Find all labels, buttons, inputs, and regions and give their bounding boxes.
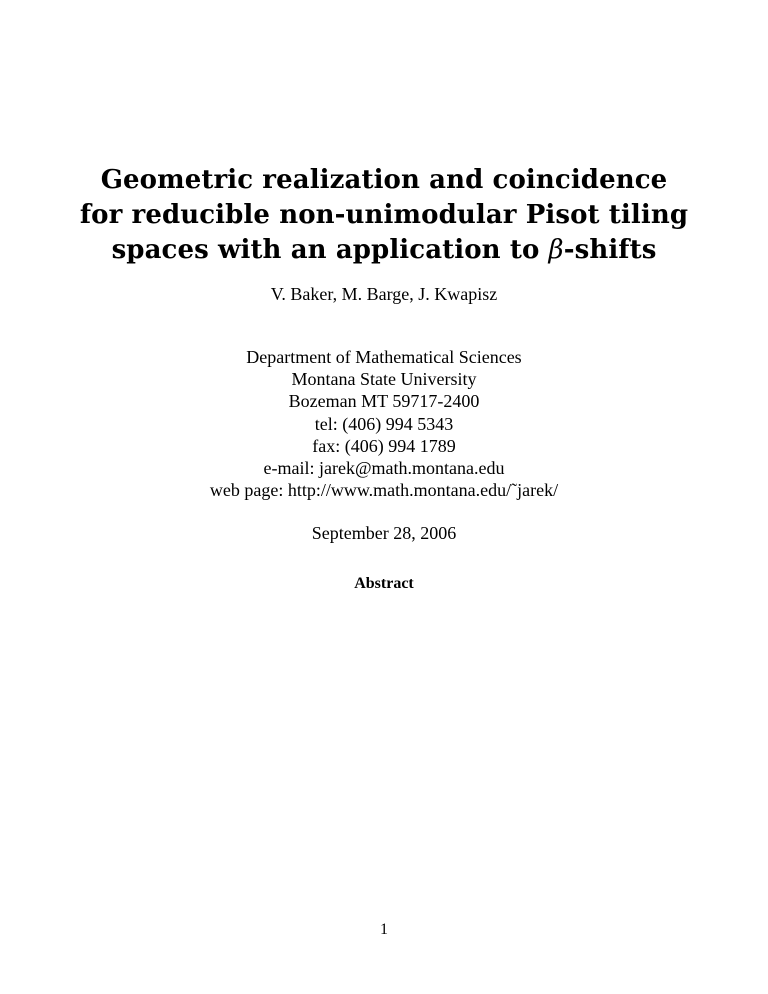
university: Montana State University bbox=[291, 369, 477, 390]
page-number: 1 bbox=[380, 921, 388, 938]
title-line-3-prefix: spaces with an application to bbox=[111, 235, 549, 265]
email: e-mail: jarek@math.montana.edu bbox=[263, 458, 505, 479]
author-list: V. Baker, M. Barge, J. Kwapisz bbox=[270, 284, 498, 304]
publication-date: September 28, 2006 bbox=[311, 523, 457, 543]
web-page: web page: http://www.math.montana.edu/˜jarek/ bbox=[209, 480, 559, 501]
postal-address: Bozeman MT 59717-2400 bbox=[288, 391, 480, 412]
affiliation-block bbox=[0, 346, 768, 501]
title-line-3 bbox=[0, 233, 768, 268]
fax: fax: (406) 994 1789 bbox=[312, 435, 456, 456]
title-line-1: Geometric realization and coincidence bbox=[100, 165, 668, 195]
beta-symbol: β bbox=[548, 235, 564, 265]
title-line-2: for reducible non-unimodular Pisot tiling bbox=[79, 200, 689, 230]
telephone: tel: (406) 994 5343 bbox=[314, 413, 454, 434]
department: Department of Mathematical Sciences bbox=[246, 347, 522, 367]
title-line-3-suffix: -shifts bbox=[563, 235, 657, 265]
paper-title bbox=[0, 163, 768, 268]
abstract-heading: Abstract bbox=[354, 575, 414, 592]
